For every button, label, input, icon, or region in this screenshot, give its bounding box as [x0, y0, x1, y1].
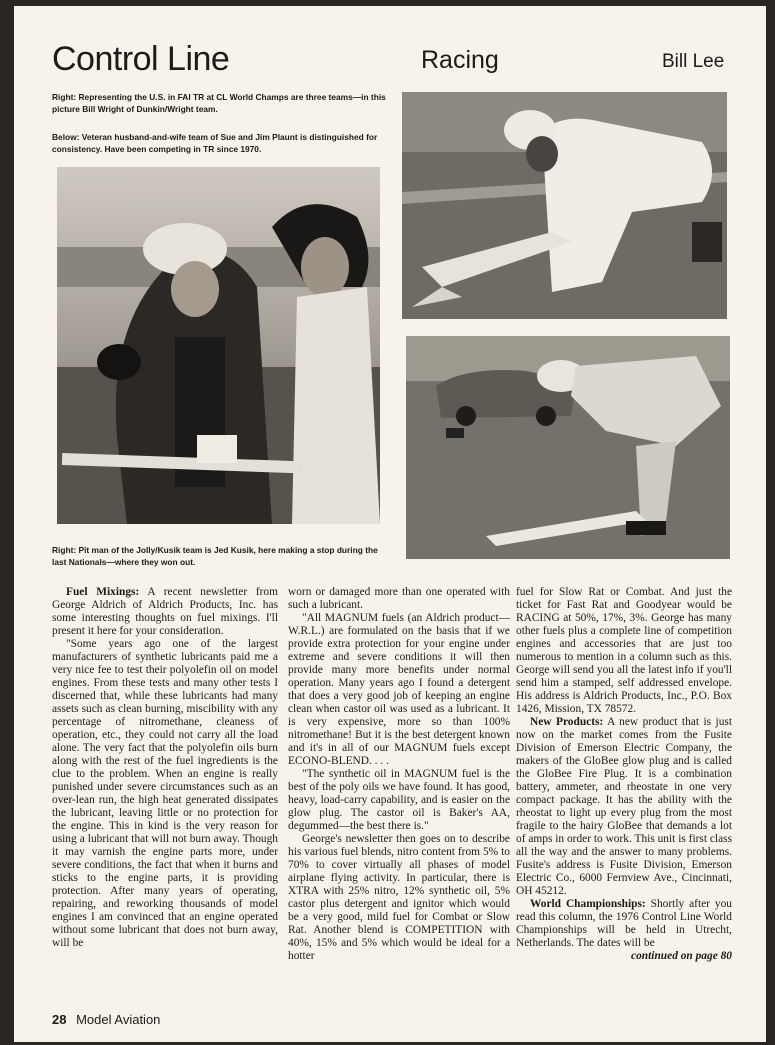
page-footer	[52, 1012, 160, 1027]
caption-bottom-photo: Right: Pit man of the Jolly/Kusik team is Jed Kusik, here making a stop during the last Nationals—where they won out.	[52, 545, 378, 567]
paragraph-fuel-mixings: Fuel Mixings: A recent newsletter from George Aldrich of Aldrich Products, Inc. has some interesting thoughts on fuel mixings. I'll present it here for your consideration.	[52, 586, 278, 637]
subhead-world-championships: World Championships:	[530, 897, 646, 910]
article-column-1	[52, 586, 278, 950]
paragraph: worn or damaged more than one operated with such a lubricant.	[288, 586, 510, 611]
paragraph: "Some years ago one of the largest manufacturers of synthetic lubricants paid me a very nice fee to test their polyolefin oil on model engines. From these tests and many other tests I discerned that, while these lubricants had many assets such as clean burning, miscibility with any percentage of nitromethane, cleaness of operation, etc., they could not carry all the load alone. The very fact that the polyolefin oils burn along with the rest of the fuel ingredients is the clue to the problem. When an engine is really punished under severe circumstances such as an over-lean run, the high heat generated dissipates the lubricant, leaving little or no protection for the engine. This in kind is the very reason for using a lubricant that will not burn away. Though it may varnish the engine parts more, under severe conditions, the fact that when it burns and sticks to the engine parts, it is providing protection. After many years of operating, repairing, and reworking thousands of model engines I am convinced that an engine operated without some lubricant that does not burn away, will be	[52, 637, 278, 949]
photo-bill-wright	[402, 92, 727, 319]
magazine-name: Model Aviation	[76, 1012, 161, 1027]
paragraph-world-championships: World Championships: Shortly after you read this column, the 1976 Control Line World Championships will be held in Utrecht, Netherlands. The dates will be	[516, 897, 732, 949]
paragraph-new-products: New Products: A new product that is just now on the market comes from the Fusite Division of Emerson Electric Company, the makers of the GloBee glow plug and is called the GloBee Fire Plug. It is a combination battery, ammeter, and rheostate in one very compact package. It has the ability with the rheostat to light up every plug from the most fragile to the hairy GloBee that demands a lot of amps in order to work. This unit is first class all the way and the answer to many problems. Fusite's address is Fusite Division, Emerson Electric Co., 6000 Fernview Ave., Cincinnati, OH 45212.	[516, 715, 733, 897]
page-number: 28	[52, 1012, 67, 1027]
column-title: Control Line	[52, 40, 230, 78]
photo-plaunt-team	[57, 167, 380, 524]
caption-top-right-photo: Right: Representing the U.S. in FAI TR at CL World Champs are three teams—in this picture Bill Wright of Dunkin/Wright team.	[52, 92, 386, 114]
article-column-3	[516, 586, 732, 963]
subhead-new-products: New Products:	[530, 715, 604, 728]
paragraph: "The synthetic oil in MAGNUM fuel is the best of the poly oils we have found. It has good, heavy, load-carry capability, and is easier on the glow plug. The castor oil is Baker's AA, degummed—the best there is."	[288, 767, 510, 832]
subhead-fuel-mixings: Fuel Mixings:	[66, 586, 140, 598]
paragraph: "All MAGNUM fuels (an Aldrich product—W.R.L.) are formulated on the basis that if we provide extra protection for your engine under extreme and severe conditions it will then provide many more benefits under normal operation. Many years ago I found a detergent that does a very good job of keeping an engine clean when castor oil was used as a lubricant. It is very expensive, more so than 100% nitromethane! But it is the best detergent known and it's in all of our MAGNUM fuels except ECONO-BLEND. . . .	[288, 611, 510, 767]
column-section: Racing	[421, 46, 499, 74]
caption-left-photo: Below: Veteran husband-and-wife team of Sue and Jim Plaunt is distinguished for consistency. Have been competing in TR since 1970.	[52, 132, 378, 154]
paragraph: George's newsletter then goes on to describe his various fuel blends, nitro content from 5% to 70% to cover virtually all phases of model airplane flying activity. In particular, there is XTRA with 25% nitro, 12% synthetic oil, 5% castor plus detergent and ignitor which would be a very good, mild fuel for Combat or Slow Rat. Another blend is COMPETITION with 40%, 15% and 5% which would be ideal for a hotter	[288, 832, 510, 962]
paragraph: fuel for Slow Rat or Combat. And just the ticket for Fast Rat and Goodyear would be RACING at 50%, 17%, 3%. George has many other fuels plus a complete line of competition engines and accessories that are just too numerous to mention in a column such as this. George will send you all the latest info if you'll send him a stamped, self addressed envelope. His address is Aldrich Products, Inc., P.O. Box 1426, Mission, TX 78572.	[516, 586, 732, 715]
continued-link[interactable]: continued on page 80	[631, 949, 732, 962]
magazine-page	[14, 6, 766, 1042]
column-author: Bill Lee	[662, 51, 725, 72]
article-column-2	[288, 586, 510, 963]
photo-jed-kusik	[406, 336, 730, 559]
